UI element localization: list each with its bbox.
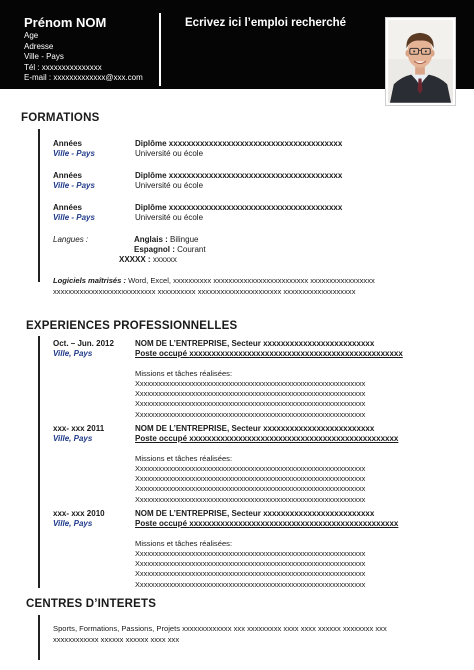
age: Age — [24, 31, 39, 40]
experience-post — [135, 519, 398, 528]
post-value: xxxxxxxxxxxxxxxxxxxxxxxxxxxxxxxxxxxxxxxxxxxxxxx — [189, 434, 399, 443]
missions-label: Missions et tâches réalisées: — [135, 539, 233, 548]
formation-school: Université ou école — [135, 181, 204, 190]
task-line: Xxxxxxxxxxxxxxxxxxxxxxxxxxxxxxxxxxxxxxxxxxxxxxxxxxxxxxxxxxxxxx — [135, 569, 366, 579]
formations-title: FORMATIONS — [21, 112, 100, 124]
language-item — [119, 255, 177, 264]
experience-post — [135, 434, 398, 443]
formation-years: Années — [53, 171, 82, 180]
formation-location: Ville - Pays — [53, 213, 95, 222]
job-title: Ecrivez ici l’emploi recherché — [185, 17, 347, 29]
task-line: Xxxxxxxxxxxxxxxxxxxxxxxxxxxxxxxxxxxxxxxxxxxxxxxxxxxxxxxxxxxxxx — [135, 409, 366, 419]
sector-label: Secteur — [231, 339, 261, 348]
interests-title: CENTRES D’INTERETS — [26, 598, 157, 610]
task-line: Xxxxxxxxxxxxxxxxxxxxxxxxxxxxxxxxxxxxxxxxxxxxxxxxxxxxxxxxxxxxxx — [135, 484, 366, 494]
experience-company — [135, 339, 374, 348]
task-line: Xxxxxxxxxxxxxxxxxxxxxxxxxxxxxxxxxxxxxxxxxxxxxxxxxxxxxxxxxxxxxx — [135, 559, 366, 569]
diploma-label: Diplôme — [135, 139, 167, 148]
post-label: Poste occupé — [135, 434, 188, 443]
language-level: xxxxxx — [152, 255, 177, 264]
missions-label: Missions et tâches réalisées: — [135, 369, 233, 378]
post-label: Poste occupé — [135, 349, 188, 358]
sector-value: xxxxxxxxxxxxxxxxxxxxxxxxx — [263, 424, 375, 433]
portrait-photo — [385, 17, 456, 106]
diploma-value: xxxxxxxxxxxxxxxxxxxxxxxxxxxxxxxxxxxxxxx — [168, 203, 343, 212]
sector-label: Secteur — [231, 509, 261, 518]
post-label: Poste occupé — [135, 519, 188, 528]
post-value: xxxxxxxxxxxxxxxxxxxxxxxxxxxxxxxxxxxxxxxxxxxxxxxx — [189, 349, 403, 358]
formation-school: Université ou école — [135, 213, 204, 222]
post-value: xxxxxxxxxxxxxxxxxxxxxxxxxxxxxxxxxxxxxxxxxxxxxxx — [189, 519, 399, 528]
formation-years: Années — [53, 203, 82, 212]
formation-location: Ville - Pays — [53, 149, 95, 158]
formation-diploma — [135, 203, 342, 212]
experience-date: xxx- xxx 2010 — [53, 509, 105, 518]
task-line: Xxxxxxxxxxxxxxxxxxxxxxxxxxxxxxxxxxxxxxxxxxxxxxxxxxxxxxxxxxxxxx — [135, 549, 366, 558]
task-line: Xxxxxxxxxxxxxxxxxxxxxxxxxxxxxxxxxxxxxxxxxxxxxxxxxxxxxxxxxxxxxx — [135, 399, 366, 409]
portrait-image — [388, 20, 453, 103]
company-name: NOM DE L’ENTREPRISE, — [135, 339, 230, 348]
diploma-label: Diplôme — [135, 171, 167, 180]
task-line: Xxxxxxxxxxxxxxxxxxxxxxxxxxxxxxxxxxxxxxxxxxxxxxxxxxxxxxxxxxxxxx — [135, 389, 366, 399]
contact-info — [24, 31, 143, 84]
company-name: NOM DE L’ENTREPRISE, — [135, 509, 230, 518]
missions-label: Missions et tâches réalisées: — [135, 454, 233, 463]
software-list: Word, Excel, xxxxxxxxxx xxxxxxxxxxxxxxxxxxxxxxxxx xxxxxxxxxxxxxxxxx xxxxxxxxxxxxxxxxxxxxxxxxxxx xxxxxxxxxx xxxxxxxxxxxxxxxxxxxxxx xxxxxxxxxxxxxxxxxxx — [53, 276, 375, 296]
experience-location: Ville, Pays — [53, 434, 93, 443]
phone: Tél : xxxxxxxxxxxxxxx — [24, 62, 102, 72]
task-list — [135, 464, 365, 505]
experiences-title: EXPERIENCES PROFESSIONNELLES — [26, 320, 238, 332]
experience-location: Ville, Pays — [53, 349, 93, 358]
sector-value: xxxxxxxxxxxxxxxxxxxxxxxxx — [263, 509, 375, 518]
diploma-value: xxxxxxxxxxxxxxxxxxxxxxxxxxxxxxxxxxxxxxx — [168, 171, 343, 180]
email: E-mail : xxxxxxxxxxxxx@xxx.com — [24, 73, 143, 83]
formation-location: Ville - Pays — [53, 181, 95, 190]
language-item — [134, 235, 198, 244]
experience-date: xxx- xxx 2011 — [53, 424, 105, 433]
task-list — [135, 379, 365, 420]
task-line: Xxxxxxxxxxxxxxxxxxxxxxxxxxxxxxxxxxxxxxxxxxxxxxxxxxxxxxxxxxxxxx — [135, 579, 366, 589]
language-level: Bilingue — [170, 235, 199, 244]
formations-bar — [38, 129, 40, 282]
address: Adresse — [24, 41, 54, 51]
task-line: Xxxxxxxxxxxxxxxxxxxxxxxxxxxxxxxxxxxxxxxxxxxxxxxxxxxxxxxxxxxxxx — [135, 494, 366, 504]
experience-date: Oct. – Jun. 2012 — [53, 339, 114, 348]
task-line: Xxxxxxxxxxxxxxxxxxxxxxxxxxxxxxxxxxxxxxxxxxxxxxxxxxxxxxxxxxxxxx — [135, 464, 366, 473]
formation-school: Université ou école — [135, 149, 204, 158]
language-level: Courant — [177, 245, 206, 254]
language-name: XXXXX : — [119, 255, 151, 264]
task-line: Xxxxxxxxxxxxxxxxxxxxxxxxxxxxxxxxxxxxxxxxxxxxxxxxxxxxxxxxxxxxxx — [135, 474, 366, 484]
interests-bar — [38, 615, 40, 660]
language-name: Anglais : — [134, 235, 168, 244]
formation-years: Années — [53, 139, 82, 148]
diploma-label: Diplôme — [135, 203, 167, 212]
experience-company — [135, 424, 374, 433]
task-line: Xxxxxxxxxxxxxxxxxxxxxxxxxxxxxxxxxxxxxxxxxxxxxxxxxxxxxxxxxxxxxx — [135, 379, 366, 388]
sector-label: Secteur — [231, 424, 261, 433]
diploma-value: xxxxxxxxxxxxxxxxxxxxxxxxxxxxxxxxxxxxxxx — [168, 139, 343, 148]
company-name: NOM DE L’ENTREPRISE, — [135, 424, 230, 433]
formation-diploma — [135, 171, 342, 180]
languages-label: Langues : — [53, 235, 89, 244]
software-skills — [53, 276, 413, 297]
interests-text: Sports, Formations, Passions, Projets xxxxxxxxxxxxx xxx xxxxxxxxx xxxx xxxx xxxxxx xxxxxxxx xxx xxxxxxxxxxxx xxxxxx xxxxxx xxxx xxx — [53, 624, 387, 644]
language-item — [134, 245, 206, 254]
language-name: Espagnol : — [134, 245, 175, 254]
task-list — [135, 549, 365, 590]
experience-company — [135, 509, 374, 518]
sector-value: xxxxxxxxxxxxxxxxxxxxxxxxx — [263, 339, 375, 348]
experiences-bar — [38, 336, 40, 588]
experience-location: Ville, Pays — [53, 519, 93, 528]
header-divider — [159, 13, 161, 86]
experience-post — [135, 349, 403, 358]
city-country: Ville - Pays — [24, 52, 64, 62]
candidate-name: Prénom NOM — [24, 15, 107, 30]
software-label: Logiciels maîtrisés : — [53, 276, 127, 285]
formation-diploma — [135, 139, 342, 148]
